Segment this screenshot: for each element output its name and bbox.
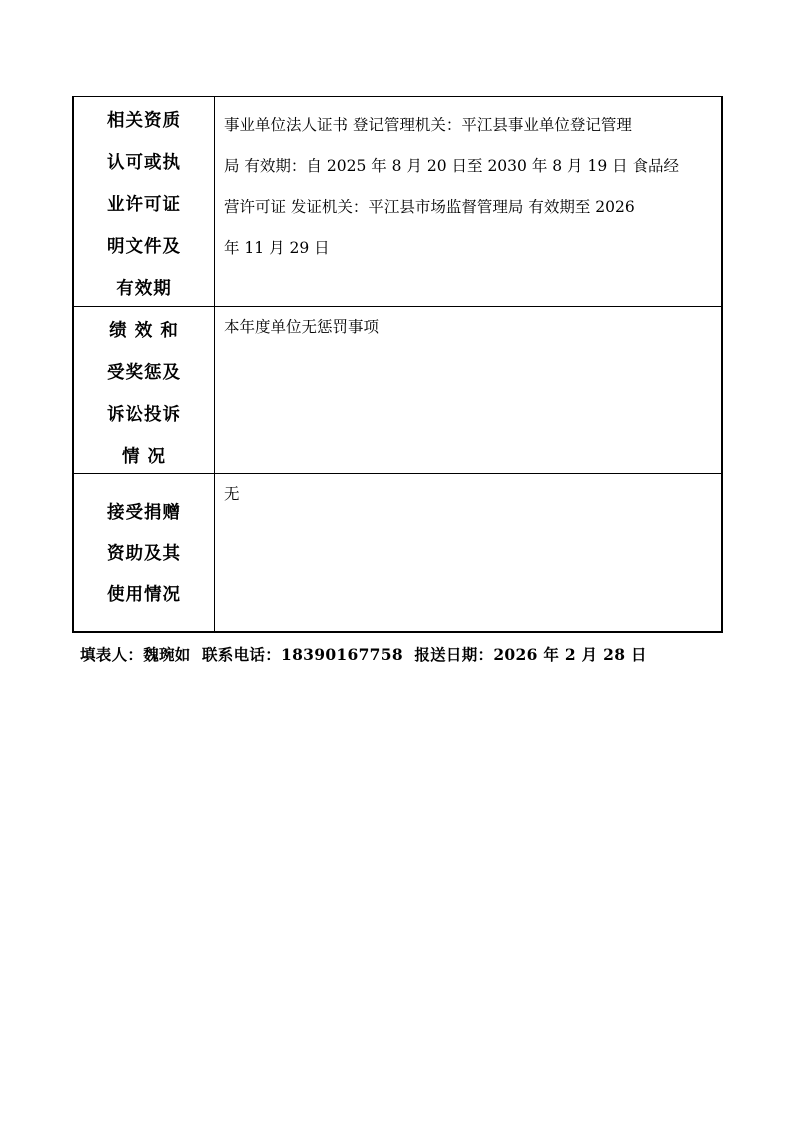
row-label-line: 使用情况 (107, 585, 181, 605)
row-label-line: 情 况 (121, 447, 167, 467)
row-label (74, 307, 215, 473)
table-row-donations (74, 474, 721, 632)
row-label-line: 接受捐赠 (107, 503, 181, 523)
row-label-line: 业许可证 (107, 195, 181, 215)
row-label-line: 相关资质 (107, 111, 181, 131)
row-label (74, 474, 215, 632)
row-content-line: 营许可证 发证机关：平江县市场监督管理局 有效期至 2026 (224, 198, 635, 216)
row-label-line: 明文件及 (107, 237, 181, 257)
row-label-line: 诉讼投诉 (107, 405, 181, 425)
row-content-line: 无 (224, 485, 240, 503)
info-table (72, 96, 723, 633)
row-label-line: 有效期 (116, 279, 172, 299)
form-footer: 填表人：魏琬如 联系电话：18390167758 报送日期：2026 年 2 月 28 日 (80, 645, 647, 664)
row-content (224, 474, 713, 515)
row-content-line: 年 11 月 29 日 (224, 239, 330, 257)
row-content-line: 本年度单位无惩罚事项 (224, 318, 380, 336)
table-row-qualifications (74, 97, 721, 307)
row-content-line: 事业单位法人证书 登记管理机关：平江县事业单位登记管理 (224, 116, 632, 134)
row-content-line: 局 有效期：自 2025 年 8 月 20 日至 2030 年 8 月 19 日 食品经 (224, 157, 680, 175)
row-label-line: 资助及其 (107, 544, 181, 564)
row-label-line: 受奖惩及 (107, 363, 181, 383)
row-label-line: 绩 效 和 (109, 321, 179, 341)
row-label (74, 97, 215, 306)
row-label-line: 认可或执 (107, 153, 181, 173)
table-row-performance (74, 307, 721, 474)
row-content (224, 307, 713, 348)
row-content (224, 105, 713, 269)
